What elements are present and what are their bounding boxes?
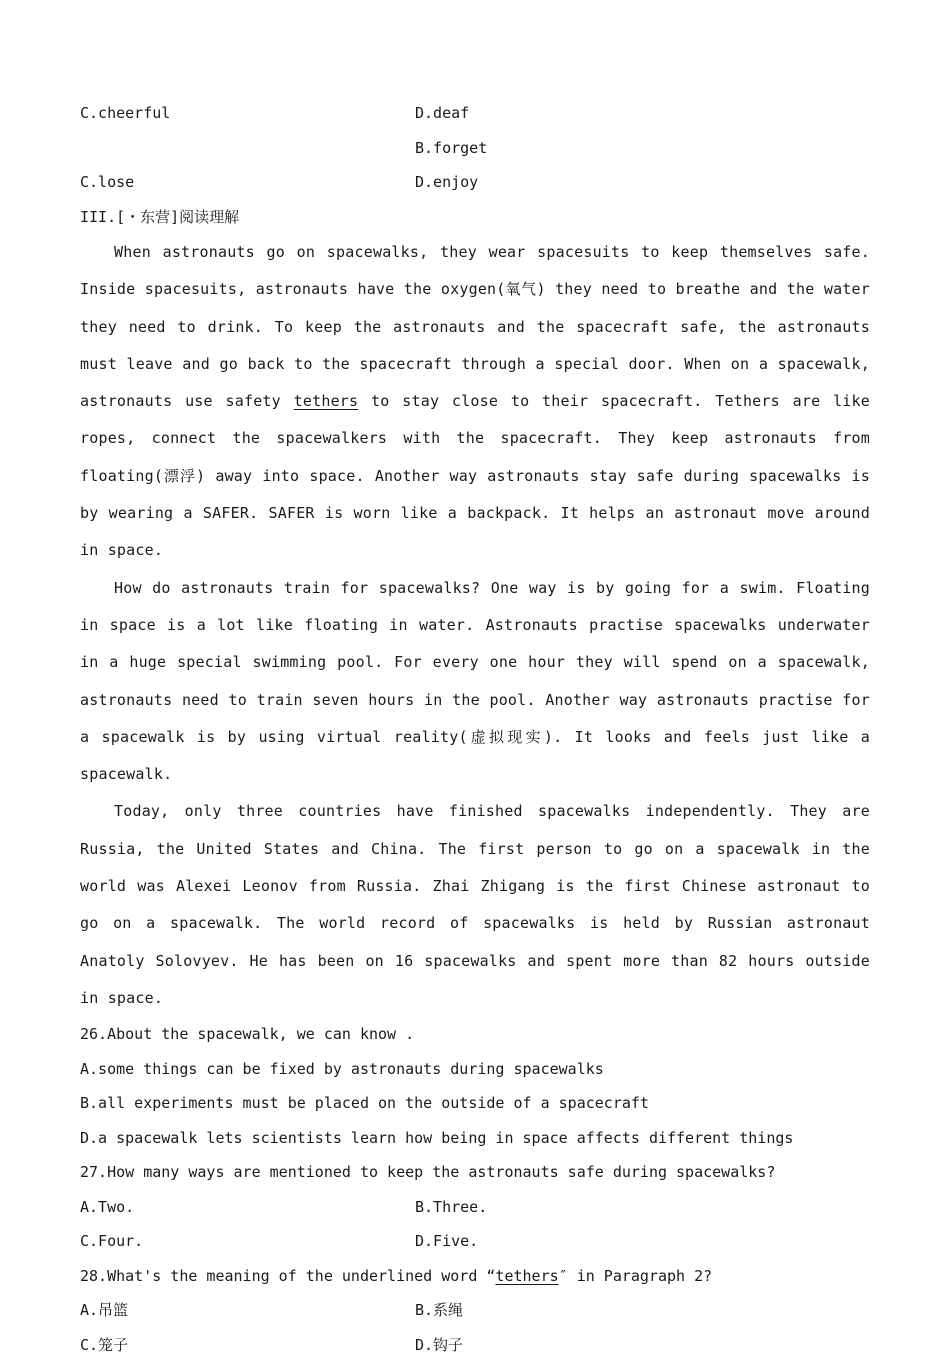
question-26-option-a: A.some things can be fixed by astronauts during spacewalks <box>80 1059 604 1078</box>
question-27-option-c: C.Four. <box>80 1232 144 1251</box>
question-28-option-d: D.钩子 <box>415 1335 464 1354</box>
option-d: D.enjoy <box>415 173 479 191</box>
question-26-stem: 26.About the spacewalk, we can know . <box>80 1025 415 1044</box>
underlined-word: tethers <box>495 1266 559 1285</box>
question-26-option-b: B.all experiments must be placed on the outside of a spacecraft <box>80 1094 649 1113</box>
option-c: C.lose <box>80 173 135 191</box>
paragraph-text: When astronauts go on spacewalks, they wear spacesuits to keep themselves safe. Inside spacesuits, astronauts have the oxygen(氧气) they need to breathe and the water they need to drink. To keep the astronauts and the spacecraft safe, the astronauts must leave and go back to the spacecraft through a special door. When on a spacewalk, astronauts use safety <box>80 243 870 411</box>
section-heading: III.[・东营]阅读理解 <box>80 207 240 226</box>
stem-text: 28.What's the meaning of the underlined word “ <box>80 1266 496 1285</box>
question-27-stem: 27.How many ways are mentioned to keep the astronauts safe during spacewalks? <box>80 1163 776 1182</box>
option-row <box>80 96 870 131</box>
question-27-option-b: B.Three. <box>415 1197 488 1216</box>
question-27-option-d: D.Five. <box>415 1232 479 1251</box>
question-27-option-a: A.Two. <box>80 1197 135 1216</box>
underlined-word: tethers <box>293 392 359 411</box>
option-row <box>80 1224 870 1259</box>
option-row <box>80 1328 870 1362</box>
option-row <box>80 1190 870 1225</box>
paragraph-text: to stay close to their spacecraft. Tethers are like ropes, connect the spacewalkers with the spacecraft. They keep astronauts from floating(漂浮) away into space. Another way astronauts stay safe during spacewalks is by wearing a SAFER. SAFER is worn like a backpack. It helps an astronaut move around in space. <box>80 392 871 560</box>
passage-paragraph-2: How do astronauts train for spacewalks? One way is by going for a swim. Floating in space is a lot like floating in water. Astronauts practise spacewalks underwater in a huge special swimming pool. For every one hour they will spend on a spacewalk, astronauts need to train seven hours in the pool. Another way astronauts practise for a spacewalk is by using virtual reality(虚拟现实). It looks and feels just like a spacewalk. <box>80 578 870 784</box>
stem-text: ″ in Paragraph 2? <box>558 1266 713 1285</box>
passage-paragraph-1 <box>80 234 870 570</box>
passage-paragraph-3: Today, only three countries have finished spacewalks independently. They are Russia, the United States and China. The first person to go on a spacewalk in the world was Alexei Leonov from Russia. Zhai Zhigang is the first Chinese astronaut to go on a spacewalk. The world record of spacewalks is held by Russian astronaut Anatoly Solovyev. He has been on 16 spacewalks and spent more than 82 hours outside in space. <box>80 802 870 1007</box>
option-b: B.forget <box>415 138 488 157</box>
question-26-option-d: D.a spacewalk lets scientists learn how being in space affects different things <box>80 1128 794 1147</box>
reading-passage <box>80 234 870 1017</box>
question-28-option-c: C.笼子 <box>80 1335 129 1354</box>
option-row <box>80 165 870 200</box>
document-page <box>80 96 870 1362</box>
question-28-option-a: A.吊篮 <box>80 1301 129 1320</box>
option-empty <box>80 131 415 166</box>
option-c: C.cheerful <box>80 104 171 122</box>
question-28-stem <box>80 1259 870 1294</box>
question-28-option-b: B.系绳 <box>415 1301 464 1320</box>
option-d: D.deaf <box>415 104 470 122</box>
option-row <box>80 1293 870 1328</box>
option-row <box>80 131 870 166</box>
